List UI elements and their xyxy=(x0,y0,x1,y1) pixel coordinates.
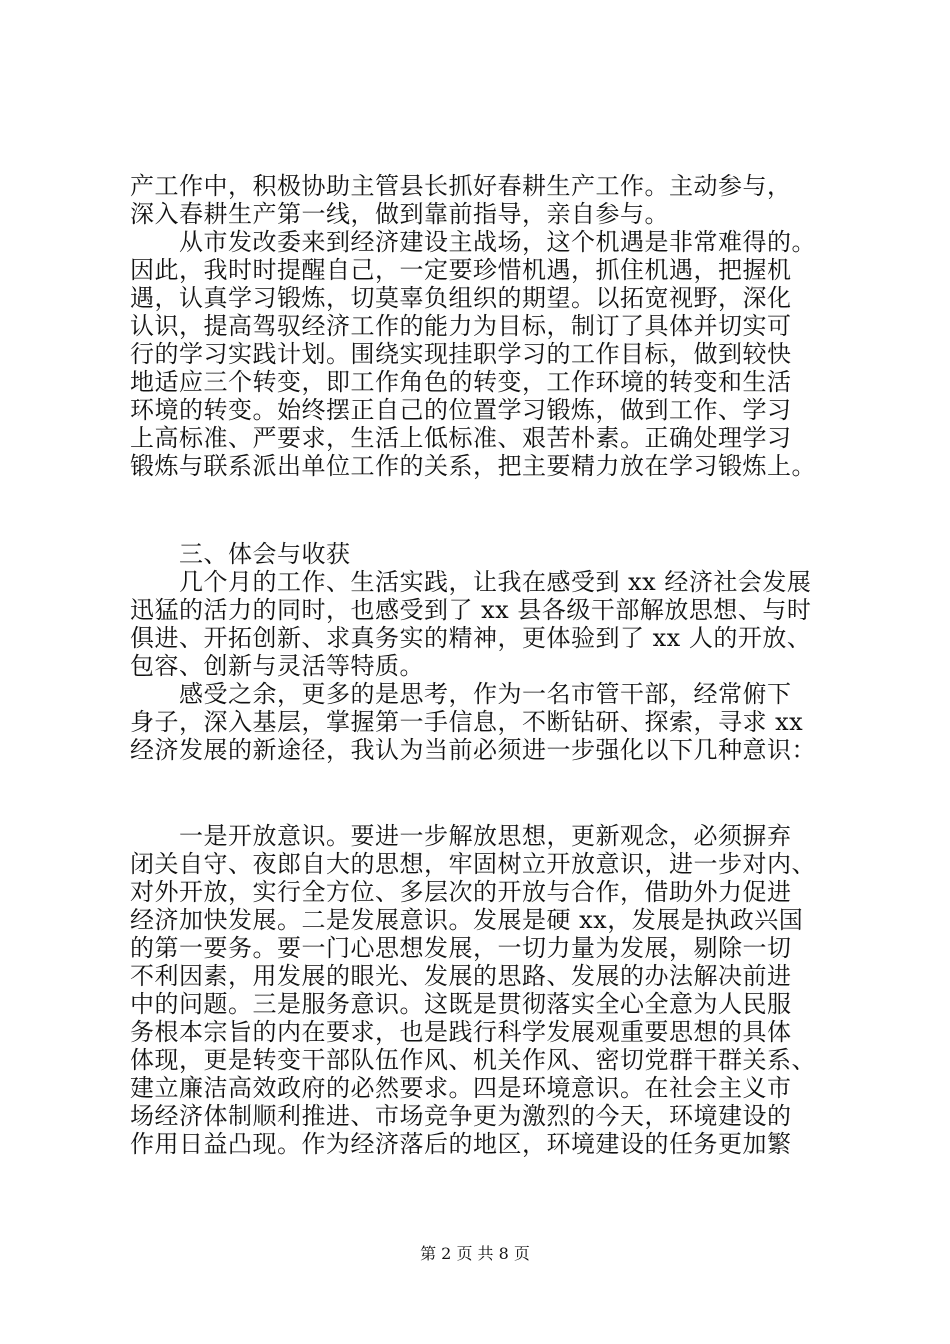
text-line: 从市发改委来到经济建设主战场，这个机遇是非常难得的。 xyxy=(130,228,816,256)
text-line: 体现，更是转变干部队伍作风、机关作风、密切党群干群关系、 xyxy=(130,1046,816,1074)
text-line: 产工作中，积极协助主管县长抓好春耕生产工作。主动参与， xyxy=(130,172,792,200)
text-line: 场经济体制顺利推进、市场竞争更为激烈的今天，环境建设的 xyxy=(130,1102,792,1130)
section-heading-block xyxy=(130,540,830,764)
text-line: 认识，提高驾驭经济工作的能力为目标，制订了具体并切实可 xyxy=(130,312,792,340)
text-line: 经济发展的新途径，我认为当前必须进一步强化以下几种意识： xyxy=(130,736,816,764)
text-line: 对外开放，实行全方位、多层次的开放与合作，借助外力促进 xyxy=(130,878,792,906)
text-line: 闭关自守、夜郎自大的思想，牢固树立开放意识，进一步对内、 xyxy=(130,850,816,878)
text-line: 环境的转变。始终摆正自己的位置学习锻炼，做到工作、学习 xyxy=(130,396,792,424)
text-line: 经济加快发展。二是发展意识。发展是硬 xx，发展是执政兴国 xyxy=(130,906,804,934)
text-line: 行的学习实践计划。围绕实现挂职学习的工作目标，做到较快 xyxy=(130,340,792,368)
text-line: 几个月的工作、生活实践，让我在感受到 xx 经济社会发展 xyxy=(130,568,812,596)
text-line: 俱进、开拓创新、求真务实的精神，更体验到了 xx 人的开放、 xyxy=(130,624,812,652)
text-line: 作用日益凸现。作为经济落后的地区，环境建设的任务更加繁 xyxy=(130,1130,792,1158)
text-line: 中的问题。三是服务意识。这既是贯彻落实全心全意为人民服 xyxy=(130,990,792,1018)
text-line: 不利因素，用发展的眼光、发展的思路、发展的办法解决前进 xyxy=(130,962,792,990)
text-line: 迅猛的活力的同时，也感受到了 xx 县各级干部解放思想、与时 xyxy=(130,596,812,624)
text-line: 身子，深入基层，掌握第一手信息，不断钻研、探索，寻求 xx xyxy=(130,708,804,736)
text-line: 一是开放意识。要进一步解放思想，更新观念，必须摒弃 xyxy=(130,822,792,850)
text-line: 因此，我时时提醒自己，一定要珍惜机遇，抓住机遇，把握机 xyxy=(130,256,792,284)
text-line: 感受之余，更多的是思考，作为一名市管干部，经常俯下 xyxy=(130,680,792,708)
text-line: 遇，认真学习锻炼，切莫辜负组织的期望。以拓宽视野，深化 xyxy=(130,284,792,312)
text-line: 地适应三个转变，即工作角色的转变，工作环境的转变和生活 xyxy=(130,368,792,396)
page-number-footer: 第 2 页 共 8 页 xyxy=(420,1244,530,1263)
section-heading: 三、体会与收获 xyxy=(130,540,351,568)
text-line: 深入春耕生产第一线，做到靠前指导，亲自参与。 xyxy=(130,200,669,228)
text-line: 上高标准、严要求，生活上低标准、艰苦朴素。正确处理学习 xyxy=(130,424,792,452)
text-line: 包容、创新与灵活等特质。 xyxy=(130,652,424,680)
text-line: 建立廉洁高效政府的必然要求。四是环境意识。在社会主义市 xyxy=(130,1074,792,1102)
text-line: 务根本宗旨的内在要求，也是践行科学发展观重要思想的具体 xyxy=(130,1018,792,1046)
body-text-lower xyxy=(130,822,830,1158)
text-line: 锻炼与联系派出单位工作的关系，把主要精力放在学习锻炼上。 xyxy=(130,452,816,480)
text-line: 的第一要务。要一门心思想发展，一切力量为发展，剔除一切 xyxy=(130,934,792,962)
body-text xyxy=(130,172,830,480)
